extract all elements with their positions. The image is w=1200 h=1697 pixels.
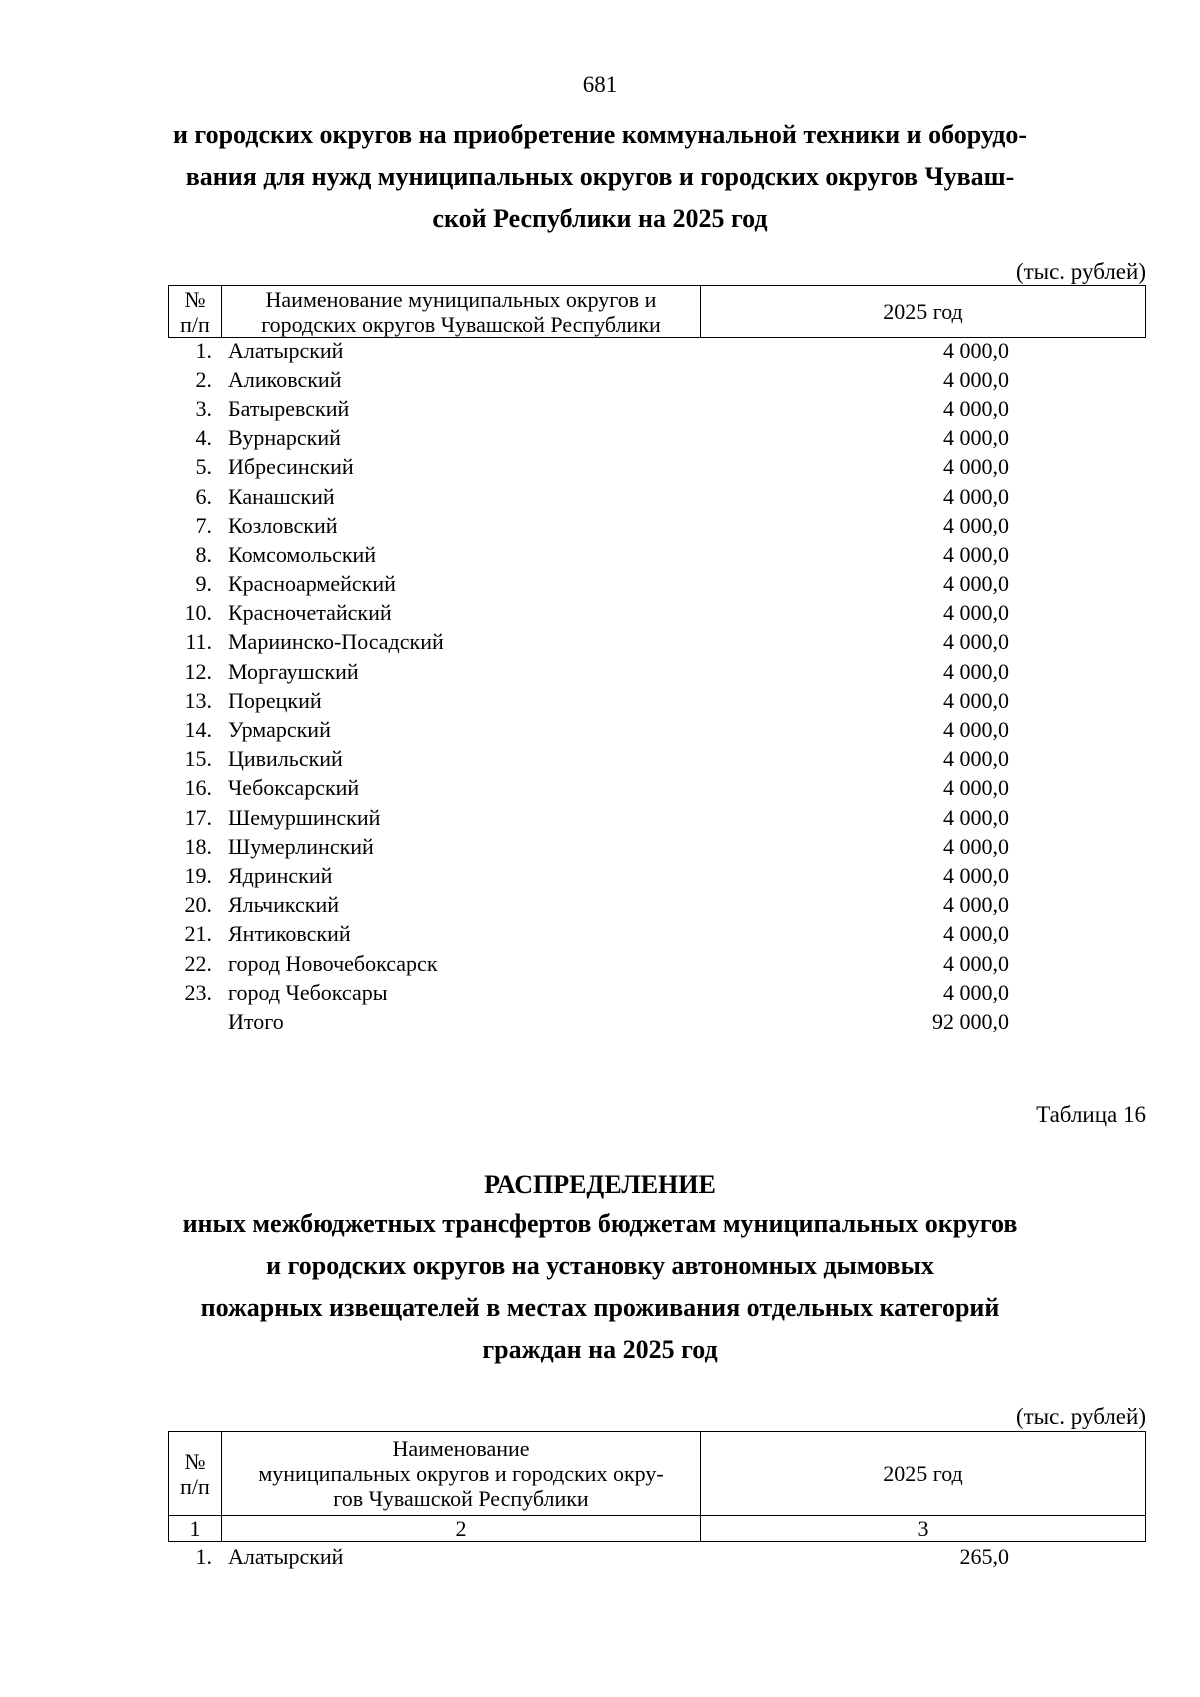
- row-number: 14.: [184, 717, 212, 743]
- row-value: 4 000,0: [943, 512, 1009, 538]
- row-name: Канашский: [228, 483, 335, 509]
- col-year-header: 2025 год: [701, 1432, 1146, 1516]
- row-name: Яльчикский: [228, 892, 339, 918]
- table-row: [168, 394, 1146, 423]
- row-value: 92 000,0: [932, 1008, 1009, 1034]
- row-value: 4 000,0: [943, 687, 1009, 713]
- table-row: [168, 949, 1146, 978]
- col-name-header: Наименование муниципальных округов и городских округов Чувашской Республики: [222, 286, 701, 338]
- row-name: Шумерлинский: [228, 833, 374, 859]
- row-value: 4 000,0: [943, 921, 1009, 947]
- col-num-header: № п/п: [169, 1432, 222, 1516]
- table-row: [168, 891, 1146, 920]
- row-name: Алатырский: [228, 337, 344, 363]
- section1-rows: [168, 336, 1146, 1037]
- row-number: 15.: [184, 746, 212, 772]
- table-row: [168, 570, 1146, 599]
- row-value: 4 000,0: [943, 775, 1009, 801]
- row-number: 3.: [195, 395, 212, 421]
- table-row: [168, 803, 1146, 832]
- table-row: [168, 774, 1146, 803]
- row-name: Батыревский: [228, 395, 350, 421]
- row-name: Шемуршинский: [228, 804, 381, 830]
- row-value: 4 000,0: [943, 483, 1009, 509]
- row-number: 19.: [184, 862, 212, 888]
- row-number: 6.: [195, 483, 212, 509]
- row-number: 9.: [195, 571, 212, 597]
- row-name: Моргаушский: [228, 658, 359, 684]
- row-name: Красноармейский: [228, 571, 396, 597]
- table-row: [168, 920, 1146, 949]
- row-value: 4 000,0: [943, 862, 1009, 888]
- table-row: [168, 657, 1146, 686]
- row-name: Алатырский: [228, 1543, 344, 1569]
- row-value: 4 000,0: [943, 541, 1009, 567]
- row-number: 12.: [184, 658, 212, 684]
- row-value: 4 000,0: [943, 425, 1009, 451]
- table-row: [168, 978, 1146, 1007]
- section1-heading-line: вания для нужд муниципальных округов и городских округов Чуваш-: [185, 162, 1015, 191]
- row-number: 17.: [184, 804, 212, 830]
- table-row: [168, 861, 1146, 890]
- row-name: Чебоксарский: [228, 775, 360, 801]
- table-row: [168, 424, 1146, 453]
- row-value: 4 000,0: [943, 804, 1009, 830]
- section1-units: (тыс. рублей): [1015, 259, 1146, 284]
- table-row: [168, 336, 1146, 365]
- table-label: Таблица 16: [1036, 1102, 1146, 1127]
- table-row: [168, 453, 1146, 482]
- section2-heading-line: и городских округов на установку автономных дымовых: [266, 1251, 934, 1280]
- column-number-cell: 2: [222, 1516, 701, 1542]
- row-number: 5.: [195, 454, 212, 480]
- row-name: Порецкий: [228, 687, 322, 713]
- section2-title: РАСПРЕДЕЛЕНИЕ: [484, 1170, 716, 1199]
- section2-units: (тыс. рублей): [1015, 1404, 1146, 1429]
- row-name: город Новочебоксарск: [228, 950, 438, 976]
- row-number: 7.: [195, 512, 212, 538]
- page-number: 681: [582, 72, 618, 97]
- row-value: 4 000,0: [943, 629, 1009, 655]
- table-row: [168, 1007, 1146, 1036]
- section2-heading: [110, 1203, 1090, 1371]
- row-name: Цивильский: [228, 746, 343, 772]
- section2-rows: [168, 1542, 1146, 1571]
- table-row: [168, 686, 1146, 715]
- table-row: [168, 599, 1146, 628]
- row-number: 1.: [195, 337, 212, 363]
- row-name: Урмарский: [228, 717, 331, 743]
- row-value: 4 000,0: [943, 454, 1009, 480]
- col-year-header: 2025 год: [701, 286, 1146, 338]
- row-name: Ибресинский: [228, 454, 354, 480]
- row-number: 13.: [184, 687, 212, 713]
- row-name: Янтиковский: [228, 921, 351, 947]
- row-name: Ядринский: [228, 862, 333, 888]
- section1-heading: [150, 114, 1050, 240]
- row-number: 18.: [184, 833, 212, 859]
- row-value: 4 000,0: [943, 717, 1009, 743]
- row-value: 4 000,0: [943, 833, 1009, 859]
- row-number: 8.: [195, 541, 212, 567]
- section1-heading-line: ской Республики на 2025 год: [432, 204, 768, 233]
- row-value: 4 000,0: [943, 950, 1009, 976]
- row-value: 4 000,0: [943, 892, 1009, 918]
- section1-heading-line: и городских округов на приобретение коммунальной техники и оборудо-: [172, 120, 1028, 149]
- table-row: [168, 540, 1146, 569]
- section2-table-header: [168, 1431, 1146, 1542]
- table-row: [168, 365, 1146, 394]
- table-row: [168, 832, 1146, 861]
- table-row: [168, 745, 1146, 774]
- row-name: Вурнарский: [228, 425, 341, 451]
- row-number: 4.: [195, 425, 212, 451]
- row-value: 4 000,0: [943, 600, 1009, 626]
- row-name: Аликовский: [228, 366, 342, 392]
- column-number-cell: 3: [701, 1516, 1146, 1542]
- row-name: Комсомольский: [228, 541, 377, 567]
- col-name-header: Наименование муниципальных округов и городских окру- гов Чувашской Республики: [222, 1432, 701, 1516]
- row-number: 10.: [184, 600, 212, 626]
- row-number: 16.: [184, 775, 212, 801]
- row-number: 20.: [184, 892, 212, 918]
- column-number-cell: 1: [169, 1516, 222, 1542]
- table-row: [168, 628, 1146, 657]
- row-value: 4 000,0: [943, 337, 1009, 363]
- col-num-header: № п/п: [169, 286, 222, 338]
- row-name: Мариинско-Посадский: [228, 629, 444, 655]
- table-row: [168, 715, 1146, 744]
- row-name: Итого: [228, 1008, 284, 1034]
- row-name: город Чебоксары: [228, 979, 388, 1005]
- row-value: 4 000,0: [943, 571, 1009, 597]
- table-row: [168, 511, 1146, 540]
- row-value: 4 000,0: [943, 658, 1009, 684]
- row-value: 4 000,0: [943, 746, 1009, 772]
- row-value: 265,0: [959, 1543, 1009, 1569]
- table-row: [168, 1542, 1146, 1571]
- row-value: 4 000,0: [943, 979, 1009, 1005]
- row-number: 2.: [195, 366, 212, 392]
- row-number: 11.: [185, 629, 212, 655]
- row-number: 1.: [195, 1543, 212, 1569]
- table-row: [168, 482, 1146, 511]
- section2-heading-line: пожарных извещателей в местах проживания отдельных категорий: [200, 1293, 1000, 1322]
- row-name: Козловский: [228, 512, 338, 538]
- row-number: 23.: [184, 979, 212, 1005]
- row-number: 22.: [184, 950, 212, 976]
- section2-heading-line: иных межбюджетных трансфертов бюджетам муниципальных округов: [182, 1209, 1018, 1238]
- row-value: 4 000,0: [943, 366, 1009, 392]
- row-number: 21.: [184, 921, 212, 947]
- section2-heading-line: граждан на 2025 год: [482, 1335, 718, 1364]
- row-value: 4 000,0: [943, 395, 1009, 421]
- row-name: Красночетайский: [228, 600, 392, 626]
- section1-table-header: [168, 285, 1146, 338]
